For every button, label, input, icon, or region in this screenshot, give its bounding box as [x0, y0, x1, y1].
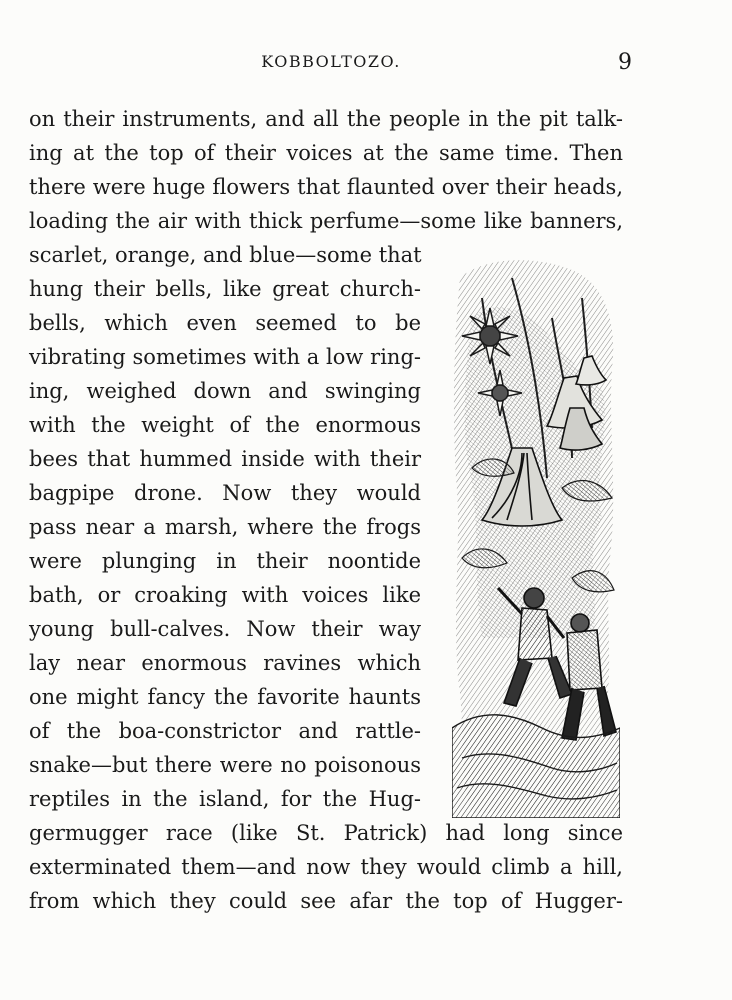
text-line: germugger race (like St. Patrick) had long since [29, 821, 623, 845]
text-line: were plunging in their noontide [29, 549, 421, 573]
text-line: snake—but there were no poisonous [29, 753, 421, 777]
text-line: on their instruments, and all the people in the pit talk- [29, 107, 623, 131]
page-number: 9 [618, 50, 632, 75]
text-line: loading the air with thick perfume—some like banners, [29, 209, 623, 233]
text-line: vibrating sometimes with a low ring- [29, 345, 421, 369]
text-line: pass near a marsh, where the frogs [29, 515, 421, 539]
page-header [30, 50, 632, 80]
text-line: from which they could see afar the top of Hugger- [29, 889, 623, 913]
text-line: exterminated them—and now they would climb a hill, [29, 855, 623, 879]
text-line: bagpipe drone. Now they would [29, 481, 421, 505]
text-line: of the boa-constrictor and rattle- [29, 719, 421, 743]
text-line: one might fancy the favorite haunts [29, 685, 421, 709]
text-line: reptiles in the island, for the Hug- [29, 787, 421, 811]
text-line: bath, or croaking with voices like [29, 583, 421, 607]
text-line: bees that hummed inside with their [29, 447, 421, 471]
text-line: there were huge flowers that flaunted over their heads, [29, 175, 623, 199]
paragraph-top-lines [29, 102, 623, 238]
paragraph-bottom-lines [29, 816, 623, 918]
text-line: ing, weighed down and swinging [29, 379, 421, 403]
running-head: KOBBOLTOZO. [261, 52, 401, 71]
text-line: with the weight of the enormous [29, 413, 421, 437]
text-line: bells, which even seemed to be [29, 311, 421, 335]
engraving-illustration [452, 258, 620, 818]
text-line: young bull-calves. Now their way [29, 617, 421, 641]
text-line: hung their bells, like great church- [29, 277, 421, 301]
text-line: scarlet, orange, and blue—some that [29, 243, 422, 267]
text-line: ing at the top of their voices at the same time. Then [29, 141, 623, 165]
text-line: lay near enormous ravines which [29, 651, 421, 675]
